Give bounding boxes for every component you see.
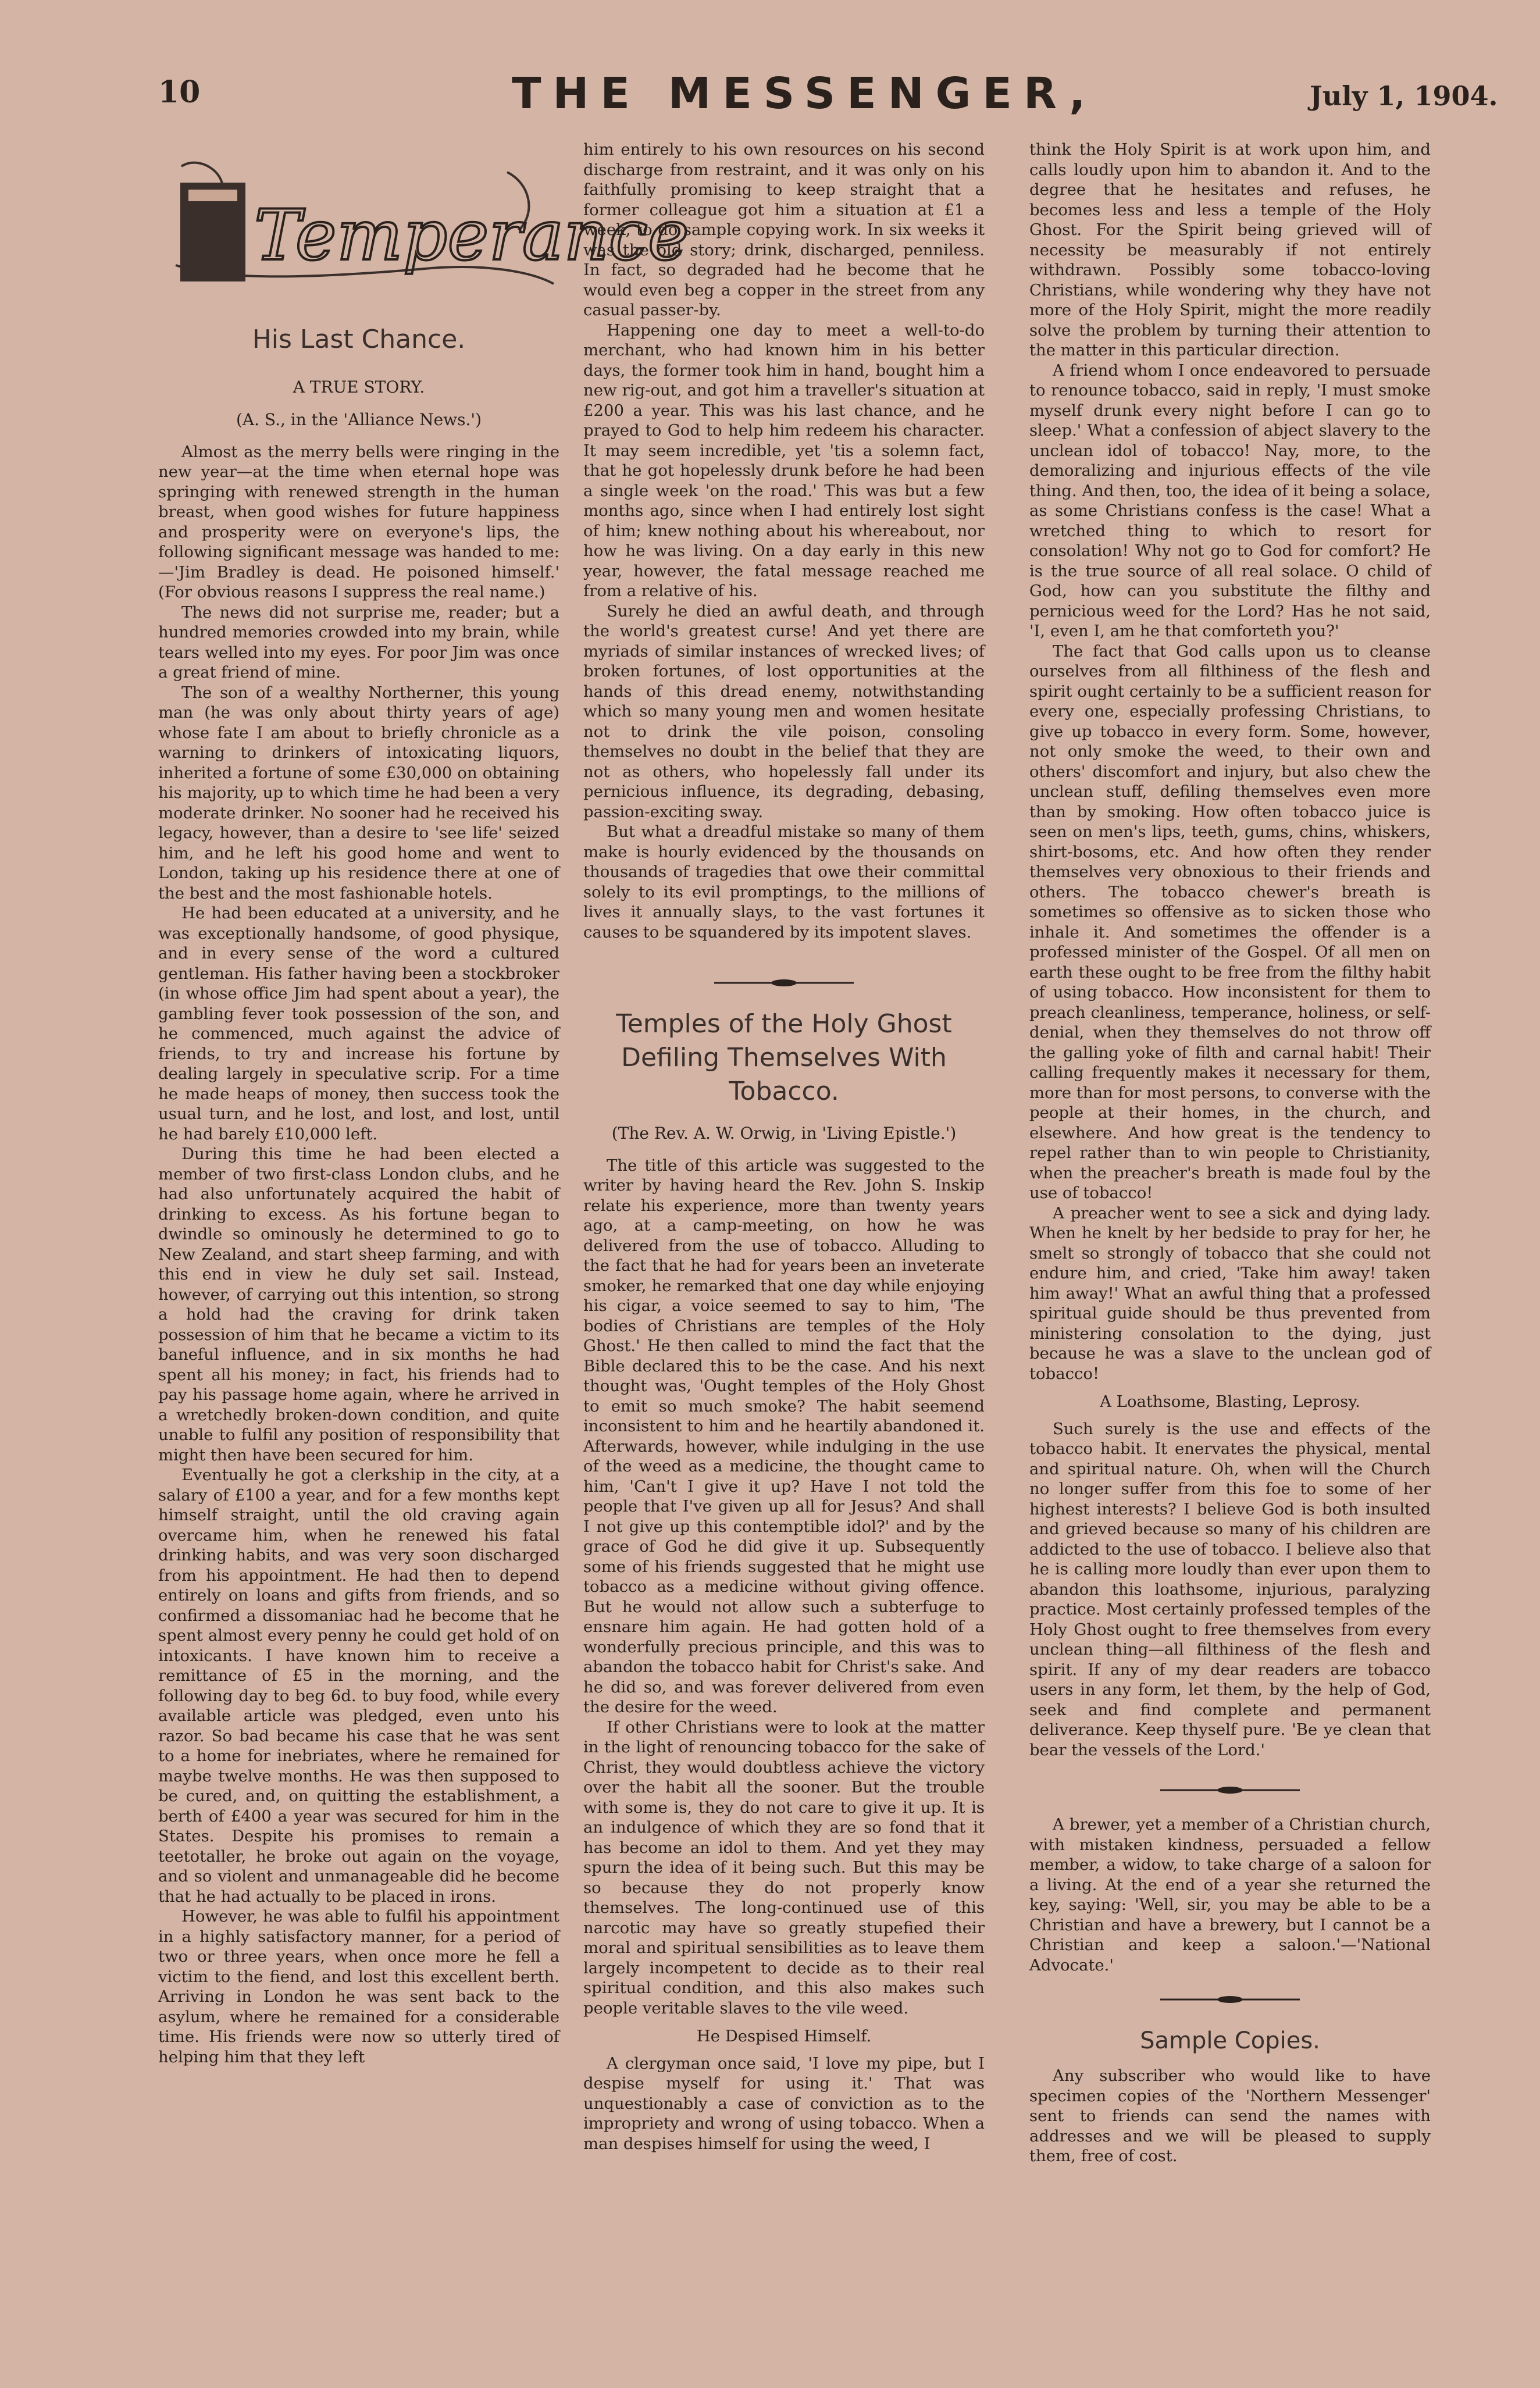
paragraph: If other Christians were to look at the matter in the light of renouncing tobacco for the sake of Christ, they would doubtless achieve the victory over the habit all the sooner. But the trouble with some is, they do not care to give it up. It is an indulgence of which they are so fond that it has become an idol to them. And yet they may spurn the idea of it being such. But this may be so because they do not properly know themselves. The long-continued use of this narcotic may have so greatly stupefied their moral and spiritual sensibilities as to leave them largely incompetent to decide as to their real spiritual condition, and this also makes such people veritable slaves to the vile weed. <box>583 1717 985 2018</box>
paragraph: Such surely is the use and effects of the tobacco habit. It enervates the physical, mental and spiritual nature. Oh, when will the Church no longer suffer from this foe to some of her highest interests? I believe God is both insulted and grieved because so many of his children are addicted to the use of tobacco. I believe also that he is calling more loudly than ever upon them to abandon this loathsome, injurious, paralyzing practice. Most certainly professed temples of the Holy Ghost ought to free themselves from every unclean thing—all filthiness of the flesh and spirit. If any of my dear readers are tobacco users in any form, let them, by the help of God, seek and find complete and permanent deliverance. Keep thyself pure. 'Be ye clean that bear the vessels of the Lord.' <box>1029 1419 1431 1759</box>
page-header <box>0 69 1540 133</box>
sample-copies-headline: Sample Copies. <box>1140 2027 1320 2054</box>
column-2 <box>583 140 985 2154</box>
section-subhead: He Despised Himself. <box>696 2027 872 2045</box>
paragraph: But what a dreadful mistake so many of them make is hourly evidenced by the thousands on thousands of tragedies that owe their committal solely to its evil promptings, to the millions of lives it annually slays, to the vast fortunes it causes to be squandered by its impotent slaves. <box>583 822 985 942</box>
story-headline: His Last Chance. <box>252 324 466 354</box>
logo-lettering: Temperance <box>254 195 689 276</box>
paragraph: Surely he died an awful death, and through the world's greatest curse! And yet there are myriads of similar instances of wrecked lives; of broken fortunes, of lost opportunities at the hands of this dread enemy, notwithstanding which so many young men and women hesitate not to drink the vile poison, consoling themselves no doubt in the belief that they are not as others, who hopelessly fall under its pernicious influence, its degrading, debasing, passion-exciting sway. <box>583 601 985 821</box>
paragraph: A preacher went to see a sick and dying lady. When he knelt by her bedside to pray for her, he smelt so strongly of tobacco that she could not endure him, and cried, 'Take him away! taken him away!' What an awful thing that a professed spiritual guide should be thus prevented from ministering consolation to the dying, just because he was a slave to the unclean god of tobacco! <box>1029 1203 1431 1383</box>
temperance-logo <box>158 149 689 301</box>
divider-ornament <box>1160 1785 1300 1795</box>
paragraph: However, he was able to fulfil his appointment in a highly satisfactory manner, for a period of two or three years, when once more he fell a victim to the fiend, and lost this excellent berth. Arriving in London he was sent back to the asylum, where he remained for a considerable time. His friends were now so utterly tired of helping him that they left <box>158 1907 559 2066</box>
paragraph: Eventually he got a clerkship in the city, at a salary of £100 a year, and for a few months kept himself straight, until the old craving again overcame him, when he renewed his fatal drinking habits, and was very soon discharged from his appointment. He had then to depend entirely on loans and gifts from friends, and so confirmed a dissomaniac had he become that he spent almost every penny he could get hold of on intoxicants. I have known him to receive a remittance of £5 in the morning, and the following day to beg 6d. to buy food, while every available article was pledged, even unto his razor. So bad became his case that he was sent to a home for inebriates, where he remained for maybe twelve months. He was then supposed to be cured, and, on quitting the establishment, a berth of £400 a year was secured for him in the States. Despite his promises to remain a teetotaller, he broke out again on the voyage, and so violent and unmanageable did he become that he had actually to be placed in irons. <box>158 1466 559 1906</box>
sample-copies-text: Any subscriber who would like to have specimen copies of the 'Northern Messenger' sent to friends can send the names with addresses and we will be pleased to supply them, free of cost. <box>1029 2066 1431 2165</box>
divider-ornament <box>1160 1995 1300 2004</box>
brewer-paragraph: A brewer, yet a member of a Christian church, with mistaken kindness, persuaded a fellow member, a widow, to take charge of a saloon for a living. At the end of a year she returned the key, saying: 'Well, sir, you may be able to be a Christian and have a brewery, but I cannot be a Christian and keep a saloon.'—'National Advocate.' <box>1029 1815 1431 1974</box>
paragraph: He had been educated at a university, and he was exceptionally handsome, of good physique, and in every sense of the word a cultured gentleman. His father having been a stockbroker (in whose office Jim had spent about a year), the gambling fever took possession of the son, and he commenced, much against the advice of friends, to try and increase his fortune by dealing largely in speculative scrip. For a time he made heaps of money, then success took the usual turn, and he lost, and lost, and lost, until he had barely £10,000 left. <box>158 904 559 1143</box>
paragraph: The fact that God calls upon us to cleanse ourselves from all filthiness of the flesh and spirit ought certainly to be a sufficient reason for every one, especially professing Christians, to give up tobacco in every form. Some, however, not only smoke the weed, to their own and others' discomfort and injury, but also chew the unclean stuff, defiling themselves even more than by smoking. How often tobacco juice is seen on men's lips, teeth, gums, chins, whiskers, shirt-bosoms, etc. And how often they render themselves very obnoxious to their friends and others. The tobacco chewer's breath is sometimes so offensive as to sicken those who inhale it. And sometimes the offender is a professed minister of the Gospel. Of all men on earth these ought to be free from the filthy habit of using tobacco. How inconsistent for them to preach cleanliness, temperance, holiness, or self-denial, when they themselves do not throw off the galling yoke of filth and carnal habit! Their calling frequently makes it necessary for them, more than for most persons, to converse with the people at their homes, in the church, and elsewhere. And how great is the tendency to repel rather than to win people to Christianity, when the preacher's breath is made foul by the use of tobacco! <box>1029 641 1431 1202</box>
article-byline: (The Rev. A. W. Orwig, in 'Living Epistle.') <box>611 1124 957 1143</box>
masthead: THE MESSENGER, <box>512 69 1097 119</box>
page-number: 10 <box>158 74 201 110</box>
paragraph: During this time he had been elected a member of two first-class London clubs, and he had also unfortunately acquired the habit of drinking to excess. As his fortune began to dwindle so ominously he determined to go to New Zealand, and start sheep farming, and with this end in view he duly set sail. Instead, however, of carrying out this intention, so strong a hold had the craving for drink taken possession of him that he became a victim to its baneful influence, and in six months he had spent all his money; in fact, his friends had to pay his passage home again, where he arrived in a wretchedly broken-down condition, and quite unable to fulfil any position of responsibility that might then have been secured for him. <box>158 1145 559 1464</box>
paragraph: The son of a wealthy Northerner, this young man (he was only about thirty years of age) whose fate I am about to briefly chronicle as a warning to drinkers of intoxicating liquors, inherited a fortune of some £30,000 on obtaining his majority, up to which time he had been a very moderate drinker. No sooner had he received his legacy, however, than a desire to 'see life' seized him, and he left his good home and went to London, taking up his residence there at one of the best and the most fashionable hotels. <box>158 683 559 903</box>
divider-ornament <box>714 978 854 988</box>
story-byline: (A. S., in the 'Alliance News.') <box>236 410 482 429</box>
paragraph: think the Holy Spirit is at work upon him, and calls loudly upon him to abandon it. And to the degree that he hesitates and refuses, he becomes less and less a temple of the Holy Ghost. For the Spirit being grieved will of necessity be measurably if not entirely withdrawn. Possibly some tobacco-loving Christians, while wondering why they have not more of the Holy Spirit, might the more readily solve the problem by turning their attention to the matter in this particular direction. <box>1029 140 1431 359</box>
column-3 <box>1029 140 1431 2166</box>
issue-date: July 1, 1904. <box>1310 80 1498 112</box>
paragraph: The title of this article was suggested to the writer by having heard the Rev. John S. Inskip relate his experience, more than twenty years ago, at a camp-meeting, on how he was delivered from the use of tobacco. Alluding to the fact that he had for years been an inveterate smoker, he remarked that one day while enjoying his cigar, a voice seemed to say to him, 'The bodies of Christians are temples of the Holy Ghost.' He then called to mind the fact that the Bible declared this to be the case. And his next thought was, 'Ought temples of the Holy Ghost to emit so much smoke? The habit seemend inconsistent to him and he heartily abandoned it. Afterwards, however, while indulging in the use of the weed as a medicine, the thought came to him, 'Can't I give it up? Have I not told the people that I've given up all for Jesus? And shall I not give up this contemptible idol?' and by the grace of God he did give it up. Subsequently some of his friends suggested that he might use tobacco as a medicine without giving offence. But he would not allow such a subterfuge to ensnare him again. He had gotten hold of a wonderfully precious principle, and this was to abandon the tobacco habit for Christ's sake. And he did so, and was forever delivered from even the desire for the weed. <box>583 1156 985 1716</box>
paragraph: Happening one day to meet a well-to-do merchant, who had known him in his better days, the former took him in hand, bought him a new rig-out, and got him a traveller's situation at £200 a year. This was his last chance, and he prayed to God to help him redeem his character. It may seem incredible, yet 'tis a solemn fact, that he got hopelessly drunk before he had been a single week 'on the road.' This was but a few months ago, since when I had entirely lost sight of him; knew nothing about his whereabout, nor how he was living. On a day early in this new year, however, the fatal message reached me from a relative of his. <box>583 320 985 600</box>
paragraph: him entirely to his own resources on his second discharge from restraint, and it was only on his faithfully promising to keep straight that a former colleague got him a situation at £1 a week, to do sample copying work. In six weeks it was the old story; drink, discharged, penniless. In fact, so degraded had he become that he would even beg a copper in the street from any casual passer-by. <box>583 140 985 319</box>
paragraph: A friend whom I once endeavored to persuade to renounce tobacco, said in reply, 'I must smoke myself drunk every night before I can go to sleep.' What a confession of abject slavery to the unclean idol of tobacco! Nay, more, to the demoralizing and injurious effects of the vile thing. And then, too, the idea of it being a solace, as some Christians confess is the case! What a wretched thing to which to resort for consolation! Why not go to God for comfort? He is the true source of all real solace. O child of God, how can you substitute the filthy and pernicious weed for the Lord? Has he not said, 'I, even I, am he that comforteth you?' <box>1029 361 1431 640</box>
article-headline: Temples of the Holy Ghost Defiling Themselves With Tobacco. <box>616 1009 952 1106</box>
paragraph: Almost as the merry bells were ringing in the new year—at the time when eternal hope was springing with renewed strength in the human breast, when good wishes for future happiness and prosperity were on everyone's lips, the following significant message was handed to me:—'Jim Bradley is dead. He poisoned himself.' (For obvious reasons I suppress the real name.) <box>158 442 559 601</box>
section-subhead: A Loathsome, Blasting, Leprosy. <box>1100 1392 1360 1411</box>
column-1 <box>158 145 689 2067</box>
paragraph: A clergyman once said, 'I love my pipe, but I despise myself for using it.' That was unquestionably a case of conviction as to the impropriety and wrong of using tobacco. When a man despises himself for using the weed, I <box>583 2054 985 2153</box>
story-subtitle: A TRUE STORY. <box>293 377 425 397</box>
paragraph: The news did not surprise me, reader; but a hundred memories crowded into my brain, while tears welled into my eyes. For poor Jim was once a great friend of mine. <box>158 603 559 682</box>
